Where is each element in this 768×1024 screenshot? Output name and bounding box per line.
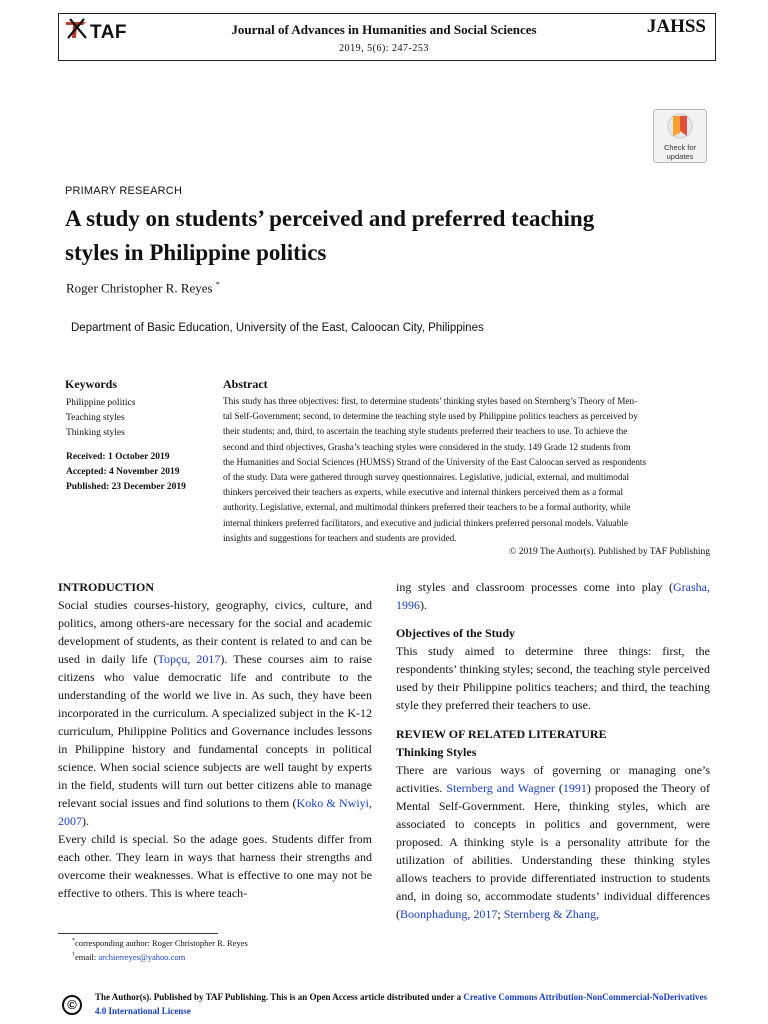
abstract-heading: Abstract bbox=[223, 377, 268, 391]
title-line-1: A study on students’ perceived and preferred teaching bbox=[65, 206, 595, 231]
abstract-line: This study has three objectives: first, to determine students’ thinking styles based on Sternberg’s Theory of Men- bbox=[223, 396, 638, 406]
author-name bbox=[66, 280, 220, 296]
intro-paragraph-2: Every child is special. So the adage goes. Students differ from each other. They learn in ways that harness their strengths and overcome their weaknesses. What is effective to one may not be effective to others. This is where teach- bbox=[58, 832, 372, 900]
logo-text: TAF bbox=[90, 22, 128, 43]
section-tag: PRIMARY RESEARCH bbox=[65, 185, 183, 197]
right-column bbox=[396, 578, 710, 923]
footnote-divider bbox=[58, 933, 218, 934]
thinking-styles-paragraph bbox=[396, 761, 710, 923]
abstract-line: of the study. Data were gathered through survey questionnaires. Legislative, judicial, external, and multimodal bbox=[223, 472, 630, 483]
abstract-line: tal Self-Government; second, to determine the teaching style used by Philippine politics teachers as perceived by bbox=[223, 411, 638, 422]
license-notice bbox=[95, 990, 715, 1018]
abstract-line: second and third objectives, Grasha’s teaching styles were considered in the study. 149 Grade 12 students from bbox=[223, 441, 631, 452]
citation-link[interactable]: Sternberg and Wagner bbox=[446, 781, 555, 795]
footnote-text: email: bbox=[75, 952, 99, 962]
intro-text: Social studies courses-history, geography, civics, culture, and politics, among others-are necessary for the social and academic development of students, as their content is related to and can be used in daily life ( bbox=[58, 598, 372, 666]
footnote-mark: † bbox=[72, 952, 75, 959]
citation-link[interactable]: Koko & Nwiyi, 2007 bbox=[58, 796, 373, 828]
license-text: The Author(s). Published by TAF Publishing. This is an Open Access article distributed under a bbox=[95, 992, 464, 1002]
author-text: Roger Christopher R. Reyes bbox=[66, 280, 213, 296]
author-affiliation: Department of Basic Education, University of the East, Caloocan City, Philippines bbox=[71, 322, 484, 334]
intro-text: ). bbox=[82, 814, 89, 828]
body-text: ) proposed the Theory of Mental Self-Government. Here, thinking styles, which are associated to concepts in politics and government, were proposed. A thinking style is a personality attribute for the utilization of abilities. Understanding these thinking styles allows teachers to provide differentiated instruction to students and, in doing so, accommodate students’ individual differences ( bbox=[396, 781, 710, 921]
abstract-line: internal thinkers preferred facilitators, and executive and judicial thinkers preferred personal models. Valuable bbox=[223, 517, 628, 528]
body-text: ( bbox=[554, 781, 563, 795]
abstract-line: thinkers perceived their teachers as experts, while executive and internal thinkers perceived them as a formal bbox=[223, 487, 623, 498]
footnote-mark: * bbox=[72, 938, 75, 945]
objectives-heading: Objectives of the Study bbox=[396, 626, 515, 640]
body-text: ; bbox=[497, 907, 504, 921]
keywords-heading: Keywords bbox=[65, 377, 117, 391]
keyword-item: Philippine politics bbox=[66, 398, 136, 408]
objectives-paragraph: This study aimed to determine three things: first, the respondents’ thinking styles; second, the teaching style perceived used by their Philippine politics teachers; and third, the teaching style they preferred their teachers to use. bbox=[396, 644, 710, 712]
accepted-date: Accepted: 4 November 2019 bbox=[66, 467, 180, 477]
journal-name: Journal of Advances in Humanities and Social Sciences bbox=[231, 22, 537, 37]
author-mark: * bbox=[215, 280, 220, 289]
check-for-updates-button[interactable] bbox=[653, 109, 707, 163]
bookmark-icon bbox=[654, 110, 706, 142]
citation-link[interactable]: Grasha, 1996 bbox=[396, 580, 710, 612]
check-updates-label: Check for updates bbox=[663, 143, 697, 161]
footnote-text: corresponding author: Roger Christopher R. Reyes bbox=[75, 938, 248, 948]
published-date: Published: 23 December 2019 bbox=[66, 482, 186, 492]
keyword-item: Teaching styles bbox=[66, 413, 125, 423]
abstract-line: the Humanities and Social Sciences (HUMSS) Strand of the University of the East Caloocan served as respondents bbox=[223, 456, 647, 467]
abstract-text bbox=[223, 394, 709, 546]
left-column bbox=[58, 578, 372, 902]
citation-link[interactable]: Sternberg & Zhang, bbox=[503, 907, 600, 921]
abstract-line: insights and suggestions for teachers and students are provided. bbox=[223, 532, 457, 543]
citation-link[interactable]: 1991 bbox=[562, 781, 587, 795]
abstract-line: authority. Legislative, external, and multimodal thinkers preferred their teachers to be a formal authority, while bbox=[223, 502, 631, 513]
body-text: There are various ways of governing or managing one’s activities. bbox=[396, 763, 710, 795]
footnote-corresponding bbox=[72, 938, 248, 948]
title-line-2: styles in Philippine politics bbox=[65, 240, 327, 265]
continued-paragraph bbox=[396, 578, 710, 614]
citation-link[interactable]: Topçu, 2017 bbox=[157, 652, 221, 666]
license-link[interactable]: Creative Commons Attribution-NonCommercial-NoDerivatives 4.0 International License bbox=[95, 992, 707, 1016]
keyword-item: Thinking styles bbox=[66, 428, 125, 438]
journal-reference: 2019, 5(6): 247-253 bbox=[339, 43, 429, 54]
abstract-line: their students; and, third, to ascertain the teaching style students preferred their teachers to use. To achieve the bbox=[223, 426, 628, 437]
journal-abbreviation: JAHSS bbox=[646, 16, 706, 37]
intro-paragraph-1 bbox=[58, 596, 372, 830]
review-heading: REVIEW OF RELATED LITERATURE bbox=[396, 727, 607, 741]
copyright-notice: © 2019 The Author(s). Published by TAF Publishing bbox=[509, 547, 710, 557]
body-text: ). bbox=[420, 598, 427, 612]
article-title bbox=[65, 202, 715, 270]
email-link[interactable]: archierreyes@yahoo.com bbox=[98, 952, 186, 962]
thinking-styles-heading: Thinking Styles bbox=[396, 745, 477, 759]
intro-text: ). These courses aim to raise citizens who value democratic life and contribute to the understanding of the world we live in. As such, they have been incorporated in the curriculum. A specialized subject in the K-12 curriculum, Philippine Politics and Governance includes lessons in Philippine history and fundamental concepts in political science. When social science subjects are well taught by experts in the field, students will turn out better citizens able to manage relevant social issues and find solutions to them ( bbox=[58, 652, 373, 810]
received-date: Received: 1 October 2019 bbox=[66, 452, 170, 462]
body-text: ing styles and classroom processes come into play ( bbox=[396, 580, 674, 594]
introduction-heading: INTRODUCTION bbox=[58, 580, 155, 594]
copyright-icon: © bbox=[62, 995, 82, 1015]
citation-link[interactable]: Boonphadung, 2017 bbox=[400, 907, 498, 921]
footnote-email bbox=[72, 952, 185, 962]
